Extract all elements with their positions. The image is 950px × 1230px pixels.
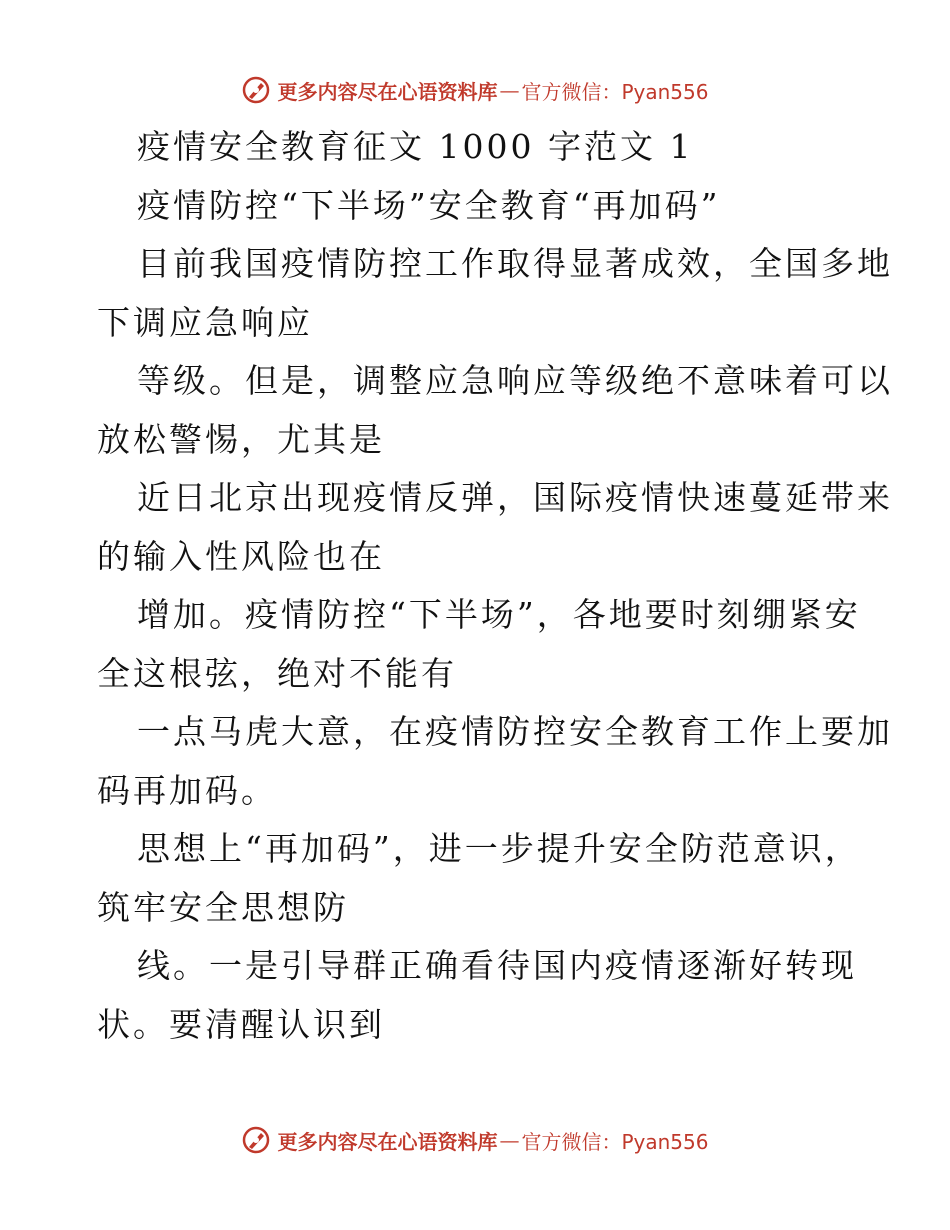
paragraph-line: 目前我国疫情防控工作取得显著成效，全国多地 <box>137 244 893 283</box>
paragraph-line: 的输入性风险也在 <box>97 536 385 576</box>
header-brand: 更多内容尽在心语资料库 <box>277 79 498 104</box>
footer-banner <box>0 1120 950 1160</box>
paragraph-line: 线。一是引导群正确看待国内疫情逐渐好转现 <box>137 946 857 985</box>
paragraph-line: 下调应急响应 <box>97 302 313 342</box>
header-banner <box>0 70 950 110</box>
paragraph-line: 放松警惕，尤其是 <box>97 419 385 459</box>
quill-logo-icon <box>241 75 271 105</box>
paragraph-line: 增加。疫情防控“下半场”，各地要时刻绷紧安 <box>137 595 861 634</box>
paragraph-line: 一点马虎大意，在疫情防控安全教育工作上要加 <box>137 712 893 751</box>
paragraph-line: 近日北京出现疫情反弹，国际疫情快速蔓延带来 <box>137 478 893 517</box>
paragraph-line: 码再加码。 <box>97 770 277 810</box>
quill-logo-icon <box>241 1125 271 1155</box>
paragraph-line: 思想上“再加码”，进一步提升安全防范意识， <box>137 829 861 868</box>
paragraph-line: 全这根弦，绝对不能有 <box>97 653 457 693</box>
document-subtitle: 疫情防控“下半场”安全教育“再加码” <box>137 185 721 225</box>
footer-brand: 更多内容尽在心语资料库 <box>277 1129 498 1154</box>
document-title: 疫情安全教育征文 1000 字范文 1 <box>137 127 694 166</box>
header-separator: — <box>499 78 520 102</box>
footer-separator: — <box>499 1128 520 1152</box>
footer-wechat: 官方微信：Pyan556 <box>521 1129 709 1154</box>
paragraph-line: 状。要清醒认识到 <box>97 1004 385 1044</box>
paragraph-line: 筑牢安全思想防 <box>97 887 349 927</box>
header-wechat: 官方微信：Pyan556 <box>521 79 709 104</box>
paragraph-line: 等级。但是，调整应急响应等级绝不意味着可以 <box>137 361 893 400</box>
document-body <box>97 118 893 1054</box>
